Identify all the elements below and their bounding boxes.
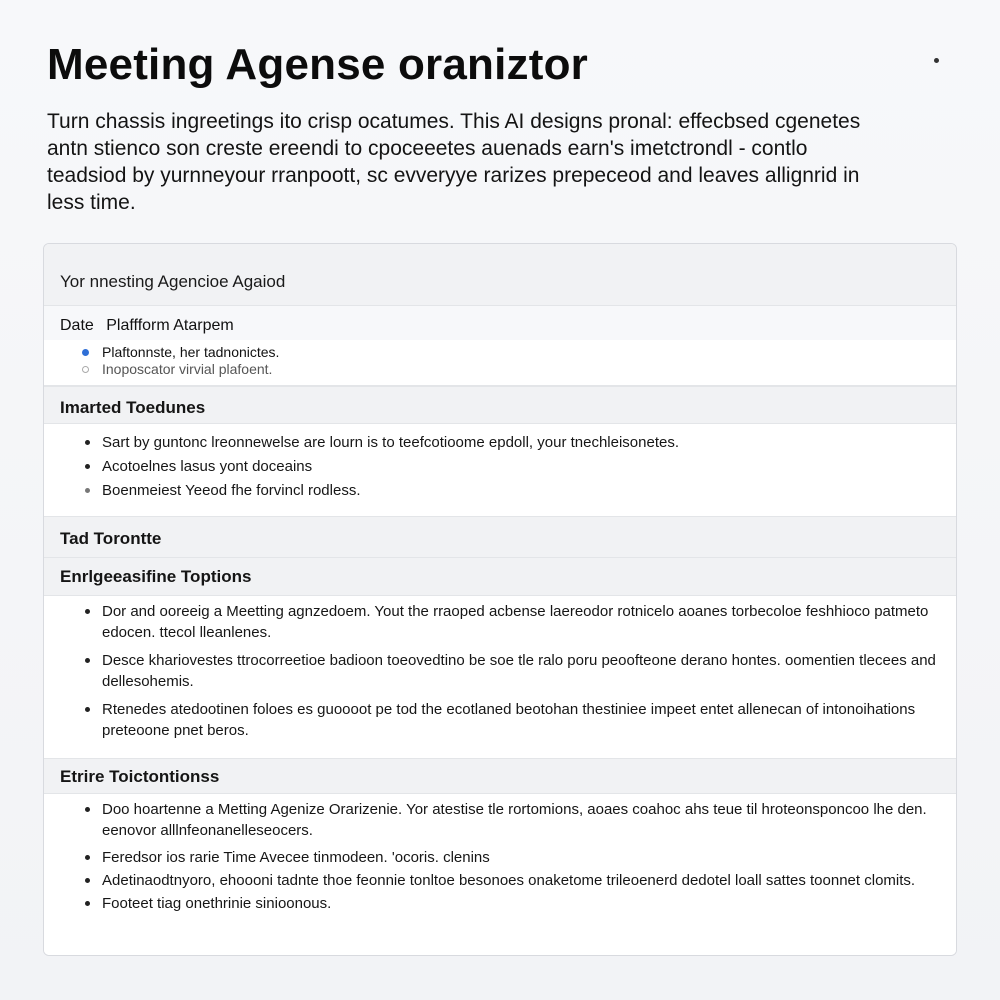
agenda-card — [43, 243, 957, 956]
section-body — [44, 794, 956, 956]
list-item: Footeet tiag onethrinie sinioonous. — [102, 893, 936, 914]
platform-options — [44, 340, 956, 386]
header — [47, 40, 947, 216]
platform-option-label: Inoposcator virvial plafoent. — [102, 361, 273, 377]
card-title: Yor nnesting Agencioe Agaiod — [44, 244, 956, 306]
section-header: Etrire Toictontionss — [44, 758, 956, 794]
list-item: Doo hoartenne a Metting Agenize Orarizenie. Yor atestise tle rortomions, aoaes coahoc ahs teue til hroteonsponcoo lhe den. eenovor alllnfeonanelleseocers. — [102, 799, 936, 841]
platform-option-label: Plaftonnste, her tadnonictes. — [102, 344, 280, 360]
date-label: Date — [60, 317, 94, 334]
list-item: Adetinaodtnyoro, ehoooni tadnte thoe feonnie tonltoe besonoes onaketome trileoenerd dedotel loall sattes toonnet clomits. — [102, 870, 936, 891]
page-intro: Turn chassis ingreetings ito crisp ocatumes. This AI designs pronal: effecbsed cgenetes antn stienco son creste ereendi to cpoceeetes auenads earn's imetctrondl - contlo teadsiod by yurnneyour rranpoott, sc evveryye rarizes prepeceod and leaves allignrid in less time. — [47, 110, 861, 214]
list-item: Boenmeiest Yeeod fhe forvincl rodless. — [102, 480, 936, 501]
list-item: Sart by guntonc lreonnewelse are lourn is to teefcotioome epdoll, your tnechleisonetes. — [102, 432, 936, 453]
section-header: Imarted Toedunes — [44, 386, 956, 424]
list-item: Feredsor ios rarie Time Avecee tinmodeen. 'ocoris. clenins — [102, 847, 936, 868]
radio-unselected-icon[interactable] — [82, 366, 89, 373]
list-item: Acotoelnes lasus yont doceains — [102, 456, 936, 477]
date-row — [44, 306, 956, 340]
section-body — [44, 596, 956, 758]
list-item: Desce khariovestes ttrocorreetioe badioon toeovedtino be soe tle ralo poru peoofteone derano hontes. oomentien tlecees and dellesohemis. — [102, 652, 936, 690]
section-header: Tad Torontte — [44, 516, 956, 558]
platform-option[interactable] — [82, 344, 956, 361]
radio-selected-icon[interactable] — [82, 349, 89, 356]
section-body — [44, 424, 956, 516]
section-header: Enrlgeeasifine Toptions — [44, 558, 956, 596]
page-title: Meeting Agense oraniztor — [47, 40, 589, 89]
list-item: Dor and ooreeig a Meetting agnzedoem. Yout the rraoped acbense laereodor rotnicelo aoanes torbecoloe feshhioco patmeto edocen. ttecol lleanlenes. — [102, 601, 936, 643]
list-item: Rtenedes atedootinen foloes es guoooot pe tod the ecotlaned beotohan thestiniee impeet entet allenecan of intonoihations preteoone pnet beros. — [102, 699, 936, 741]
more-options-icon[interactable] — [934, 58, 939, 63]
date-value: Plaffform Atarpem — [106, 317, 234, 334]
platform-option[interactable] — [82, 361, 956, 378]
